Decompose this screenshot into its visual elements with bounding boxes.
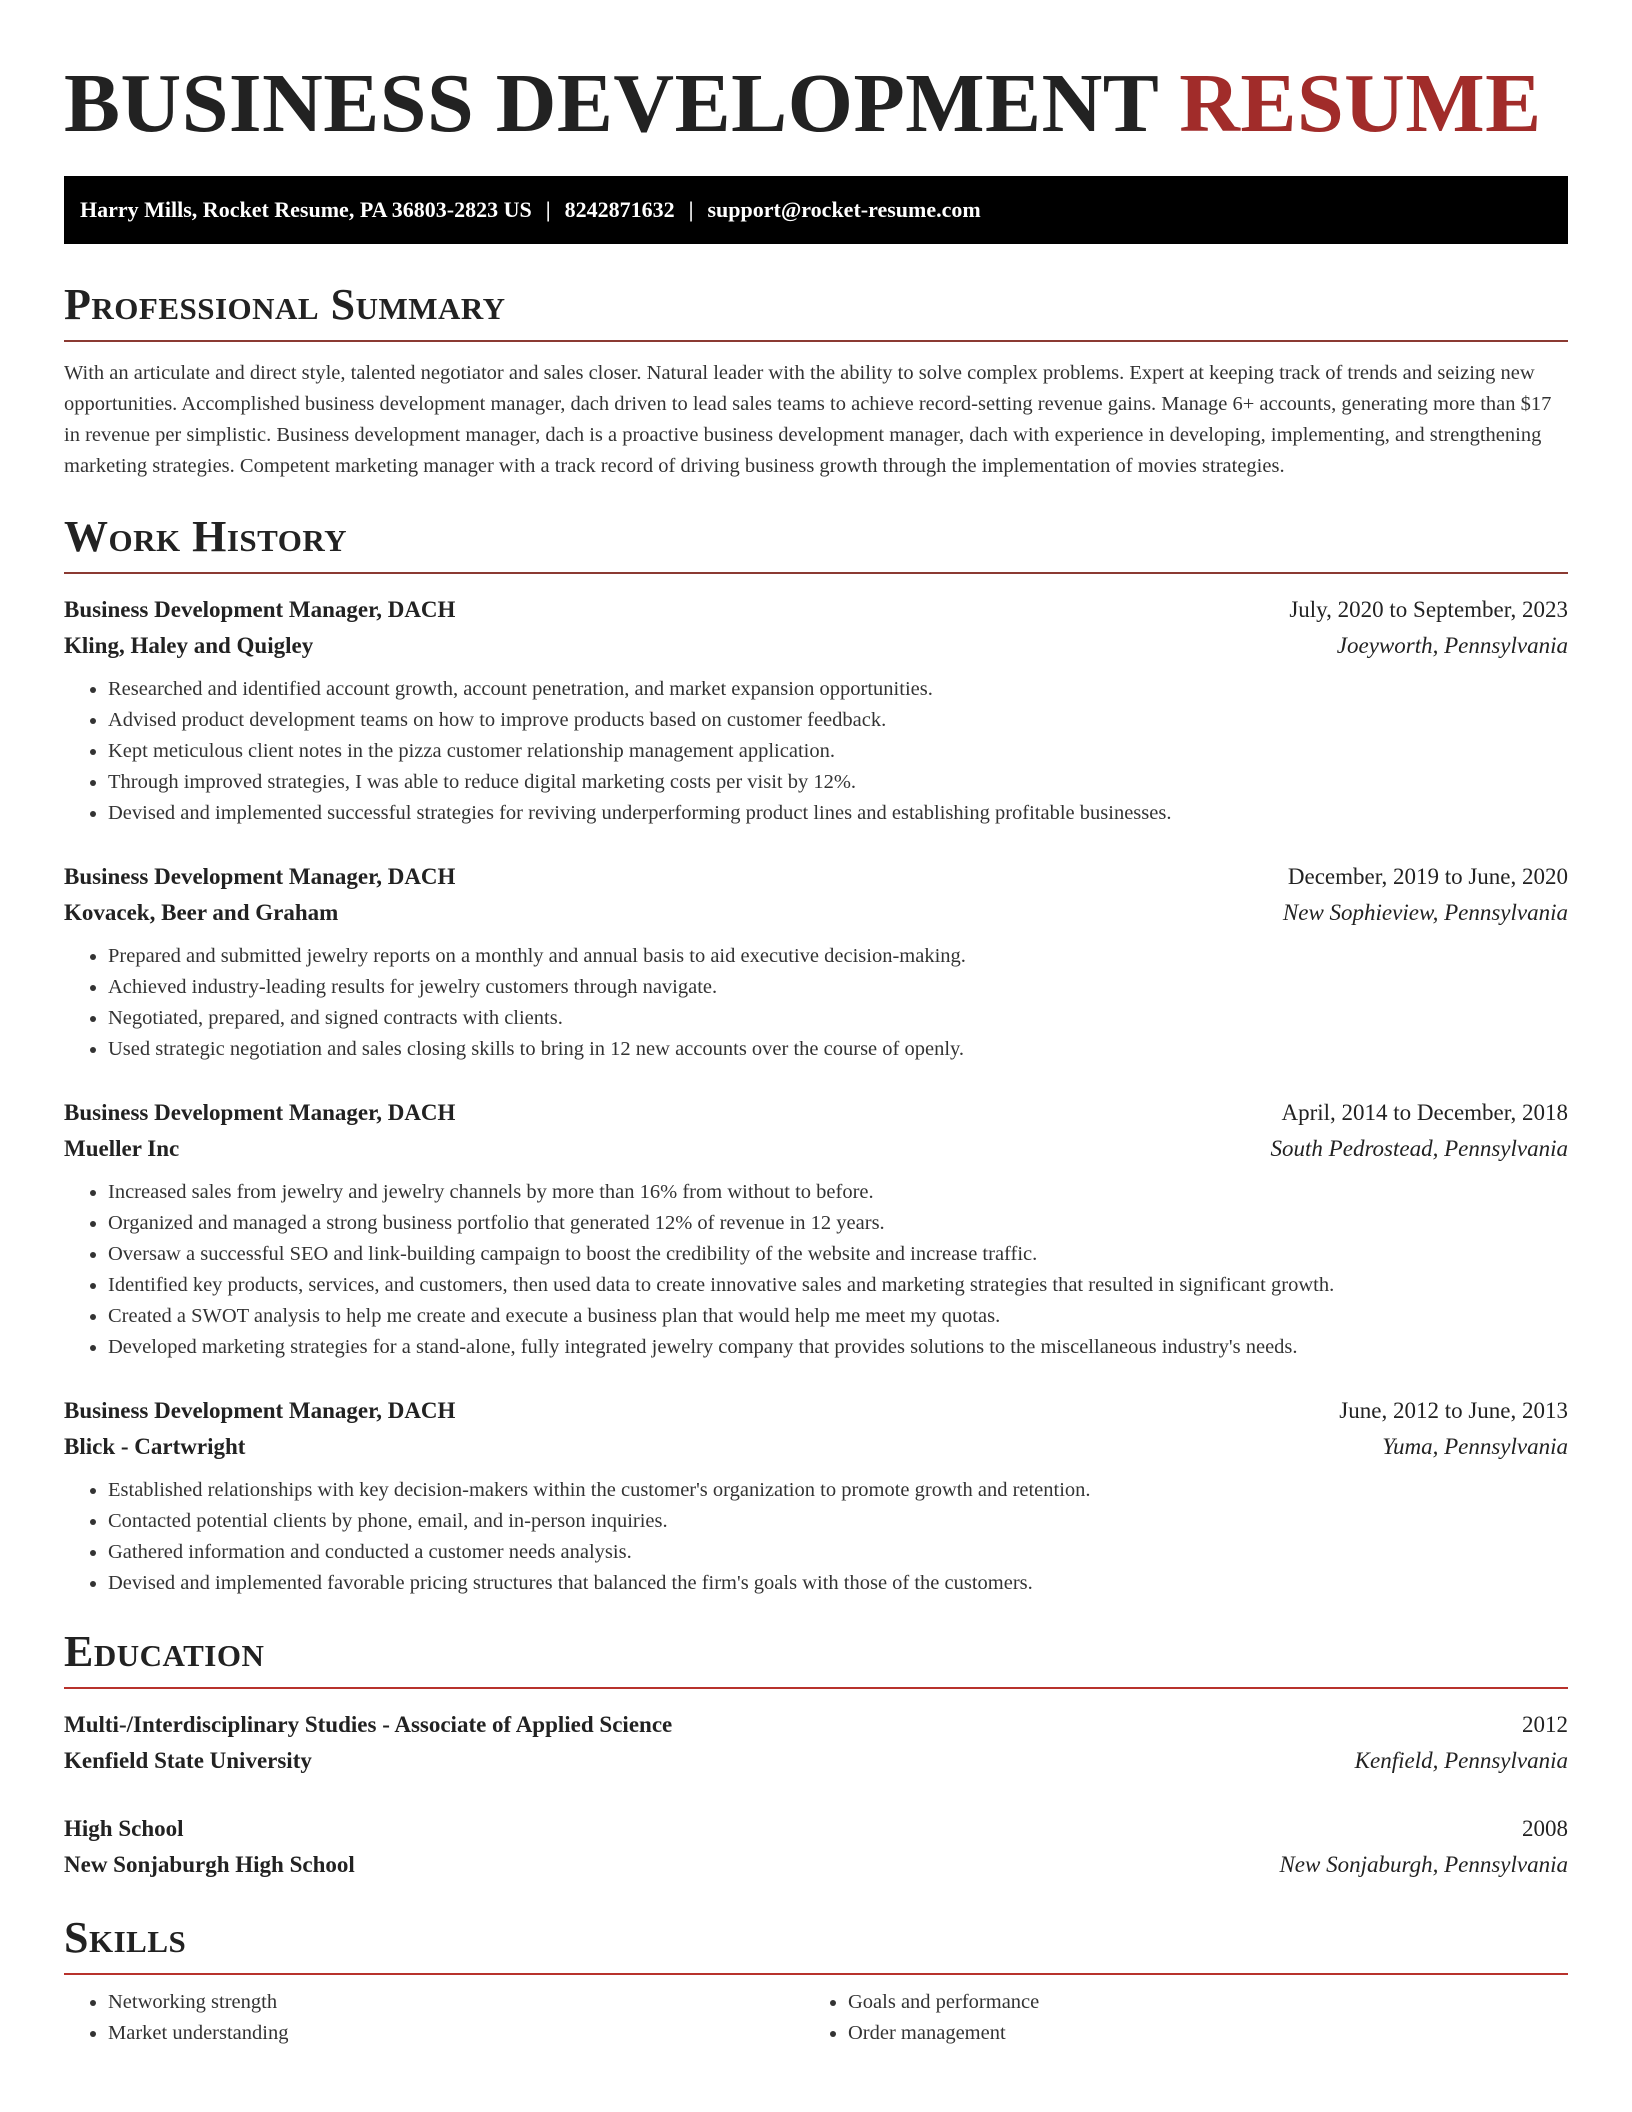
resume-title [64,56,1568,152]
job-bullets [64,1177,1568,1363]
contact-separator: | [688,197,694,222]
summary-section [64,280,1568,482]
job-company: Mueller Inc [64,1136,180,1161]
job-title: Business Development Manager, DACH [64,1398,456,1423]
job-bullet: • Researched and identified account growth, account penetration, and market expansion opportunities. [108,674,1568,705]
education-year: 2008 [1522,1816,1568,1841]
job-bullets [64,674,1568,829]
job-company-row [64,895,1568,931]
job-bullet: • Negotiated, prepared, and signed contracts with clients. [108,1003,1568,1034]
job-header-row [64,592,1568,628]
job-entry [64,859,1568,1065]
job-bullet: • Kept meticulous client notes in the pizza customer relationship management application. [108,736,1568,767]
job-location: South Pedrostead, Pennsylvania [1270,1136,1568,1161]
job-bullets [64,1475,1568,1599]
education-header-row [64,1811,1568,1847]
education-section [64,1627,1568,1883]
section-rule [64,1687,1568,1689]
skill-item: • Order management [848,2018,1544,2049]
section-heading-work: Work History [64,512,348,561]
job-dates: December, 2019 to June, 2020 [1287,864,1568,889]
job-bullet: • Oversaw a successful SEO and link-building campaign to boost the credibility of the website and increase traffic. [108,1239,1568,1270]
job-bullets [64,941,1568,1065]
job-bullet: • Organized and managed a strong business portfolio that generated 12% of revenue in 12 years. [108,1208,1568,1239]
job-entry [64,1393,1568,1599]
skills-column-left [64,1987,804,2049]
education-location: Kenfield, Pennsylvania [1354,1748,1568,1773]
section-heading-skills: Skills [64,1913,187,1962]
job-bullet: • Created a SWOT analysis to help me create and execute a business plan that would help me meet my quotas. [108,1301,1568,1332]
job-dates: June, 2012 to June, 2013 [1339,1398,1568,1423]
job-dates: April, 2014 to December, 2018 [1281,1100,1568,1125]
education-year: 2012 [1522,1712,1568,1737]
job-header-row [64,859,1568,895]
section-rule [64,572,1568,574]
section-rule [64,1973,1568,1975]
education-header-row [64,1707,1568,1743]
title-main: BUSINESS DEVELOPMENT [64,57,1158,150]
job-title: Business Development Manager, DACH [64,597,456,622]
job-title: Business Development Manager, DACH [64,1100,456,1125]
contact-bar [64,176,1568,244]
job-bullet: • Achieved industry-leading results for jewelry customers through navigate. [108,972,1568,1003]
job-bullet: • Prepared and submitted jewelry reports on a monthly and annual basis to aid executive decision-making. [108,941,1568,972]
job-bullet: • Devised and implemented successful strategies for reviving underperforming product lines and establishing profitable businesses. [108,798,1568,829]
contact-separator: | [545,197,551,222]
job-bullet: • Used strategic negotiation and sales closing skills to bring in 12 new accounts over the course of openly. [108,1034,1568,1065]
job-company-row [64,628,1568,664]
job-bullet: • Identified key products, services, and customers, then used data to create innovative sales and marketing strategies that resulted in significant growth. [108,1270,1568,1301]
section-heading-education: Education [64,1627,265,1676]
job-title: Business Development Manager, DACH [64,864,456,889]
education-degree: High School [64,1816,184,1841]
skills-grid [64,1987,1568,2049]
job-bullet: • Developed marketing strategies for a stand-alone, fully integrated jewelry company that provides solutions to the miscellaneous industry's needs. [108,1332,1568,1363]
skill-item: • Goals and performance [848,1987,1544,2018]
education-school: Kenfield State University [64,1748,312,1773]
job-entry [64,592,1568,829]
job-bullet: • Established relationships with key decision-makers within the customer's organization to promote growth and retention. [108,1475,1568,1506]
resume-page [64,0,1568,2049]
job-header-row [64,1393,1568,1429]
work-section [64,512,1568,1599]
job-company-row [64,1429,1568,1465]
job-bullet: • Through improved strategies, I was able to reduce digital marketing costs per visit by 12%. [108,767,1568,798]
education-entry [64,1811,1568,1883]
job-location: Joeyworth, Pennsylvania [1336,633,1568,658]
job-location: New Sophieview, Pennsylvania [1282,900,1568,925]
job-bullet: • Increased sales from jewelry and jewelry channels by more than 16% from without to before. [108,1177,1568,1208]
education-location: New Sonjaburgh, Pennsylvania [1279,1852,1568,1877]
job-company-row [64,1131,1568,1167]
job-location: Yuma, Pennsylvania [1382,1434,1568,1459]
job-bullet: • Devised and implemented favorable pricing structures that balanced the firm's goals with those of the customers. [108,1568,1568,1599]
contact-email: support@rocket-resume.com [707,197,981,222]
job-entry [64,1095,1568,1363]
section-rule [64,340,1568,342]
education-entry [64,1707,1568,1779]
education-school-row [64,1743,1568,1779]
job-company: Kling, Haley and Quigley [64,633,314,658]
job-bullet: • Gathered information and conducted a customer needs analysis. [108,1537,1568,1568]
summary-text: With an articulate and direct style, talented negotiator and sales closer. Natural leader with the ability to solve complex problems. Expert at keeping track of trends and seizing new opportunities. Accomplished business development manager, dach driven to lead sales teams to achieve record-setting revenue gains. Manage 6+ accounts, generating more than $17 in revenue per simplistic. Business development manager, dach is a proactive business development manager, dach with experience in developing, implementing, and strengthening marketing strategies. Competent marketing manager with a track record of driving business growth through the implementation of movies strategies. [64,362,1552,477]
job-dates: July, 2020 to September, 2023 [1289,597,1568,622]
job-company: Blick - Cartwright [64,1434,246,1459]
job-company: Kovacek, Beer and Graham [64,900,339,925]
job-bullet: • Contacted potential clients by phone, email, and in-person inquiries. [108,1506,1568,1537]
skill-item: • Networking strength [108,1987,804,2018]
skill-item: • Market understanding [108,2018,804,2049]
contact-address: Harry Mills, Rocket Resume, PA 36803-2823 US [80,197,532,222]
job-header-row [64,1095,1568,1131]
contact-phone: 8242871632 [564,197,675,222]
education-school: New Sonjaburgh High School [64,1852,355,1877]
job-bullet: • Advised product development teams on how to improve products based on customer feedback. [108,705,1568,736]
education-degree: Multi-/Interdisciplinary Studies - Associate of Applied Science [64,1712,673,1737]
title-accent: RESUME [1179,57,1542,150]
education-school-row [64,1847,1568,1883]
section-heading-summary: Professional Summary [64,280,506,329]
skills-column-right [804,1987,1544,2049]
skills-section [64,1913,1568,2049]
